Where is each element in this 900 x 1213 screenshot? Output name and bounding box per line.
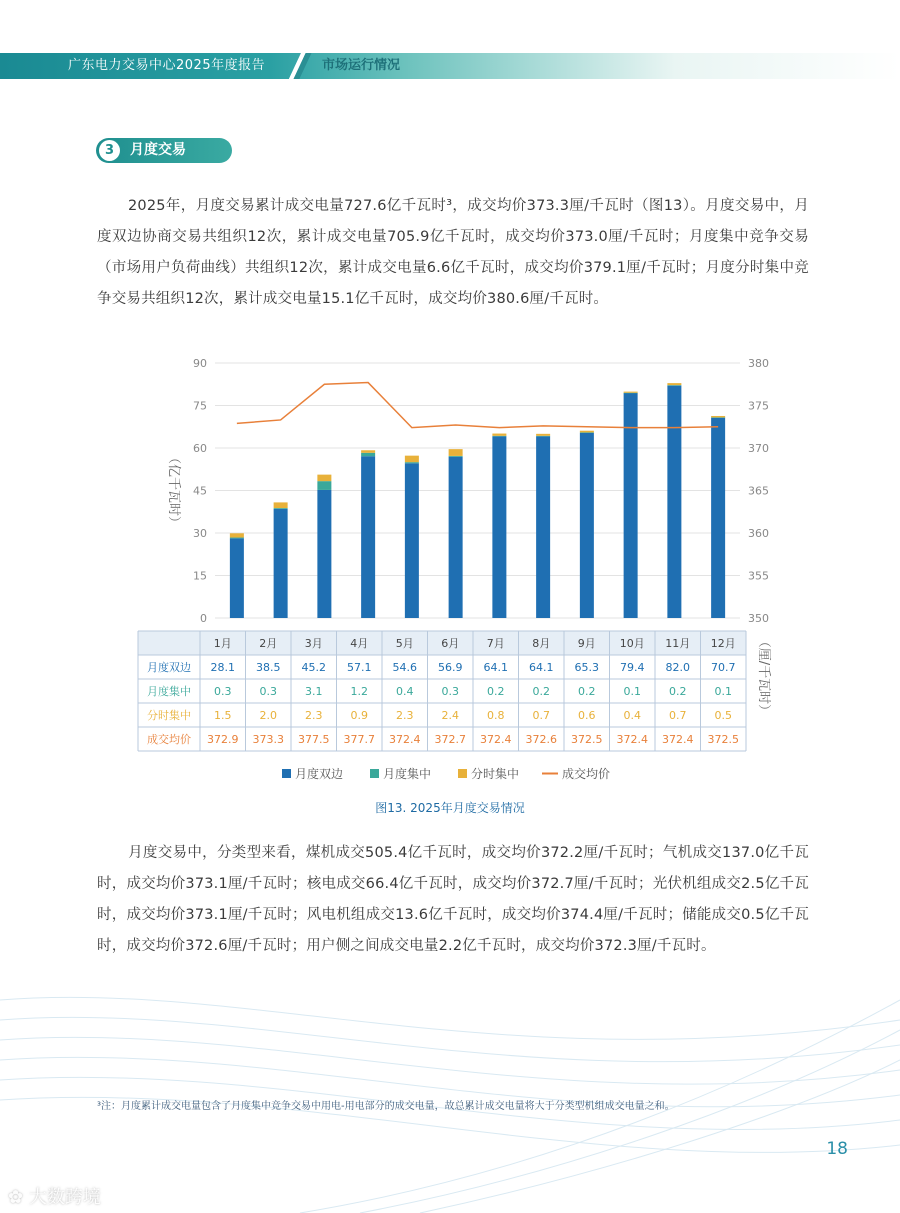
bar-segment [230,538,244,618]
bar-segment [274,509,288,618]
table-cell: 372.4 [662,733,694,746]
table-row-label: 成交均价 [147,733,191,746]
table-cell: 0.2 [578,685,596,698]
bar-segment [667,386,681,618]
section-number: 3 [99,140,120,161]
table-category-label: 8月 [532,637,551,650]
y-left-tick-label: 75 [193,399,207,413]
table-cell: 0.4 [396,685,414,698]
table-cell: 0.1 [623,685,641,698]
bar-segment [711,416,725,417]
table-category-label: 11月 [665,637,691,650]
y-left-tick-label: 60 [193,442,207,455]
table-cell: 372.7 [434,733,466,746]
table-category-label: 7月 [486,637,505,650]
table-cell: 56.9 [438,661,463,674]
watermark [8,1183,101,1209]
y-right-tick-label: 380 [748,357,769,370]
bar-segment [230,538,244,539]
bar-segment [492,434,506,436]
bar-segment [449,456,463,457]
table-cell: 0.7 [669,709,687,722]
table-cell: 0.2 [487,685,505,698]
bar-segment [536,436,550,437]
table-cell: 28.1 [210,661,235,674]
y-right-tick-label: 365 [748,484,769,498]
bar-segment [667,383,681,385]
table-category-label: 2月 [259,637,278,650]
y-right-tick-label: 375 [748,399,769,413]
table-cell: 0.6 [578,709,596,722]
table-cell: 377.7 [343,733,375,746]
table-cell: 2.3 [396,709,414,722]
legend-label: 成交均价 [562,767,611,781]
table-cell: 2.4 [441,709,459,722]
bar-segment [274,502,288,508]
section-name: 市场运行情况 [322,58,401,73]
bar-segment [711,418,725,618]
table-cell: 0.8 [487,709,505,722]
y-right-axis-label: （厘/千瓦时） [756,634,771,718]
legend-label: 月度双边 [295,767,344,781]
watermark-text: 大数跨境 [28,1187,101,1208]
table-cell: 372.4 [389,733,421,746]
table-cell: 372.6 [525,733,557,746]
table-cell: 65.3 [574,661,599,674]
table-cell: 64.1 [483,661,508,674]
bar-segment [317,490,331,618]
bar-segment [274,508,288,509]
table-cell: 0.9 [350,709,368,722]
table-cell: 3.1 [305,685,323,698]
table-cell: 0.3 [214,685,232,698]
table-cell: 372.4 [480,733,512,746]
bar-segment [405,462,419,463]
watermark-icon: ✿ [8,1187,24,1208]
bar-segment [580,431,594,433]
y-left-tick-label: 30 [193,527,207,540]
table-cell: 54.6 [392,661,417,674]
y-right-tick-label: 370 [748,442,769,455]
table-cell: 0.2 [669,685,687,698]
table-cell: 373.3 [252,733,284,746]
y-right-tick-label: 360 [748,527,769,540]
report-title: 广东电力交易中心2025年度报告 [68,58,266,73]
y-left-tick-label: 45 [193,484,207,498]
wave-background [0,960,900,1213]
table-cell: 372.9 [207,733,239,746]
table-cell: 79.4 [620,661,645,674]
bar-segment [361,450,375,453]
bar-segment [492,436,506,437]
legend-swatch [458,769,467,778]
legend-swatch [282,769,291,778]
table-category-label: 4月 [350,637,369,650]
table-category-label: 1月 [213,637,232,650]
bar-segment [580,433,594,618]
bar-segment [667,385,681,386]
bar-segment [449,457,463,618]
table-cell: 2.0 [259,709,277,722]
table-cell: 1.5 [214,709,232,722]
bar-segment [405,463,419,618]
table-cell: 70.7 [711,661,736,674]
table-cell: 372.5 [571,733,603,746]
table-cell: 0.3 [441,685,459,698]
table-cell: 0.2 [532,685,550,698]
table-category-label: 5月 [395,637,414,650]
paragraph-1-text: 2025年，月度交易累计成交电量727.6亿千瓦时³，成交均价373.3厘/千瓦时（图13）。月度交易中，月度双边协商交易共组织12次，累计成交电量705.9亿千瓦时，成交均价373.0厘/千瓦时；月度集中竞争交易（市场用户负荷曲线）共组织12次，累计成交电量6.6亿千瓦时，成交均价379.1厘/千瓦时；月度分时集中竞争交易共组织12次，累计成交电量15.1亿千瓦时，成交均价380.6厘/千瓦时。 [97,198,809,307]
y-left-axis-label: （亿千瓦时） [166,450,181,530]
table-cell: 372.5 [707,733,739,746]
figure-caption: 图13. 2025年月度交易情况 [375,801,525,815]
bar-segment [536,434,550,436]
y-right-tick-label: 355 [748,569,769,583]
page-number: 18 [826,1139,848,1159]
bar-segment [624,393,638,394]
table-category-label: 10月 [619,637,645,650]
table-cell: 1.2 [350,685,368,698]
y-right-tick-label: 350 [748,612,769,625]
table-cell: 377.5 [298,733,330,746]
bar-segment [580,432,594,433]
table-cell: 0.7 [532,709,550,722]
table-row-label: 月度集中 [147,685,191,698]
table-cell: 82.0 [665,661,690,674]
table-category-label: 9月 [577,637,596,650]
bar-segment [361,453,375,456]
paragraph-2-text: 月度交易中，分类型来看，煤机成交505.4亿千瓦时，成交均价372.2厘/千瓦时；气机成交137.0亿千瓦时，成交均价373.1厘/千瓦时；核电成交66.4亿千瓦时，成交均价372.7厘/千瓦时；光伏机组成交2.5亿千瓦时，成交均价373.1厘/千瓦时；风电机组成交13.6亿千瓦时，成交均价374.4厘/千瓦时；储能成交0.5亿千瓦时，成交均价372.6厘/千瓦时；用户侧之间成交电量2.2亿千瓦时，成交均价372.3厘/千瓦时。 [97,845,809,954]
bar-segment [536,436,550,618]
table-cell: 64.1 [529,661,554,674]
table-cell: 38.5 [256,661,281,674]
bar-segment [230,533,244,537]
table-cell: 372.4 [616,733,648,746]
bar-segment [361,456,375,618]
table-cell: 57.1 [347,661,372,674]
y-left-tick-label: 90 [193,357,207,370]
bar-segment [492,436,506,618]
table-cell: 0.4 [623,709,641,722]
table-category-label: 12月 [710,637,736,650]
table-row-label: 月度双边 [147,661,191,674]
table-cell: 2.3 [305,709,323,722]
footnote: ³注：月度累计成交电量包含了月度集中竞争交易中用电-用电部分的成交电量，故总累计成交电量将大于分类型机组成交电量之和。 [97,1101,675,1112]
section-title: 月度交易 [130,142,186,158]
bar-segment [624,392,638,393]
y-left-tick-label: 15 [193,569,207,583]
legend-swatch [370,769,379,778]
bar-segment [317,481,331,490]
bar-segment [449,449,463,456]
y-left-tick-label: 0 [200,612,207,625]
paragraph-2 [97,838,809,962]
table-row-label: 分时集中 [147,709,191,722]
table-cell: 45.2 [301,661,326,674]
table-cell: 0.3 [259,685,277,698]
table-category-label: 6月 [441,637,460,650]
bar-segment [711,417,725,418]
bar-segment [405,456,419,463]
legend-label: 分时集中 [471,767,520,781]
bar-segment [317,475,331,482]
legend-label: 月度集中 [383,767,432,781]
table-cell: 0.1 [714,685,732,698]
table-cell: 0.5 [714,709,732,722]
table-category-label: 3月 [304,637,323,650]
